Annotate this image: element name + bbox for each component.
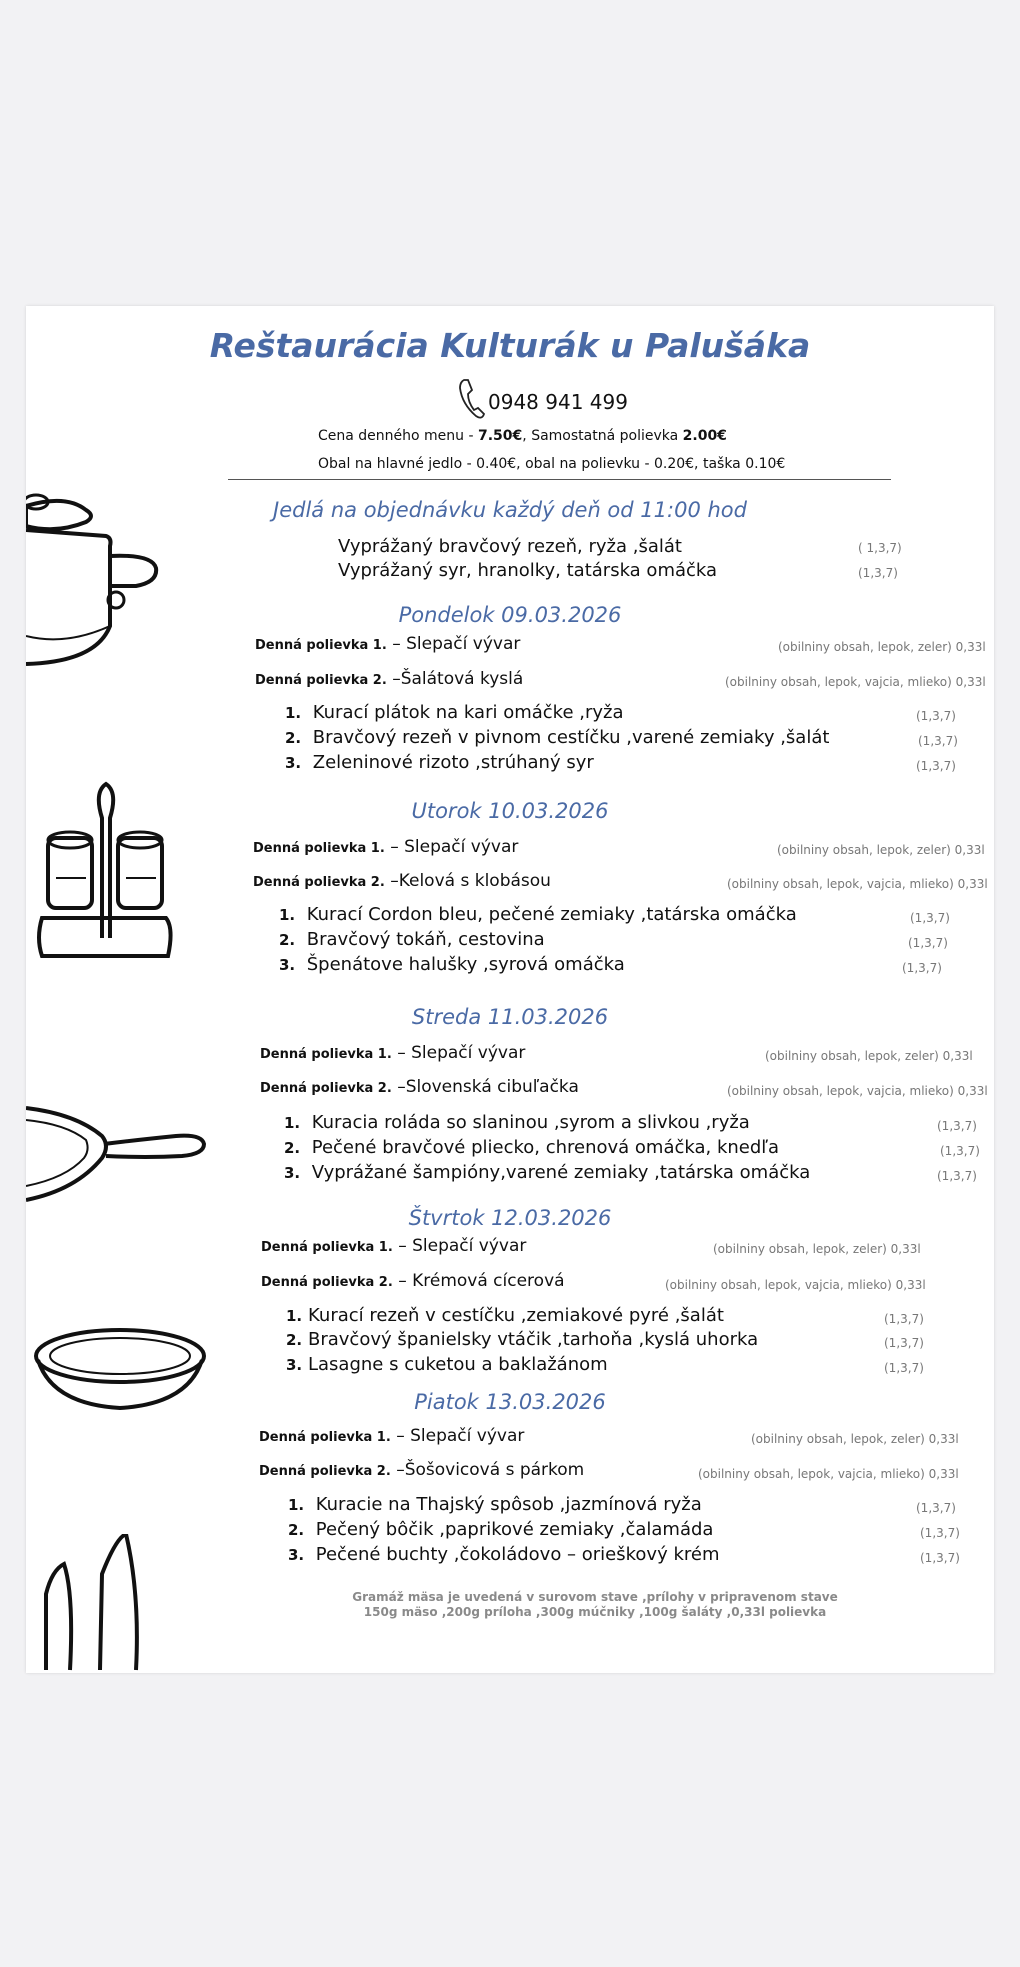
soup-1: Denná polievka 1. – Slepačí vývar [255, 634, 521, 654]
day-heading: Štvrtok 12.03.2026 [408, 1206, 612, 1230]
item-allergens: (1,3,7) [916, 759, 956, 773]
day-heading: Utorok 10.03.2026 [411, 799, 609, 823]
packaging-line: Obal na hlavné jedlo - 0.40€, obal na polievku - 0.20€, taška 0.10€ [318, 456, 786, 472]
soup-price: 2.00€ [682, 428, 727, 444]
item-allergens: (1,3,7) [940, 1144, 980, 1158]
on-order-allergens: (1,3,7) [858, 566, 898, 580]
price-line [318, 428, 727, 444]
soup-allergens: (obilniny obsah, lepok, zeler) 0,33l [751, 1432, 959, 1446]
item-allergens: (1,3,7) [910, 911, 950, 925]
menu-price: 7.50€ [478, 428, 523, 444]
menu-item: 2. Pečené bravčové pliecko, chrenová omáčka, knedľa [284, 1137, 780, 1158]
item-allergens: (1,3,7) [916, 1501, 956, 1515]
on-order-item: Vyprážaný bravčový rezeň, ryža ,šalát [338, 536, 682, 557]
phone-number: 0948 941 499 [488, 390, 628, 414]
restaurant-title: Reštaurácia Kulturák u Palušáka [209, 326, 811, 365]
on-order-allergens: ( 1,3,7) [858, 541, 902, 555]
soup-allergens: (obilniny obsah, lepok, vajcia, mlieko) 0,33l [727, 877, 988, 891]
price-prefix: Cena denného menu - [318, 428, 478, 444]
menu-item: 2. Bravčový tokáň, cestovina [279, 929, 545, 950]
menu-item: 3. Zeleninové rizoto ,strúhaný syr [285, 752, 594, 773]
frying-pan-illustration [26, 1100, 210, 1210]
day-heading: Pondelok 09.03.2026 [398, 603, 622, 627]
menu-item: 2. Bravčový rezeň v pivnom cestíčku ,varené zemiaky ,šalát [285, 727, 830, 748]
on-order-heading: Jedlá na objednávku každý deň od 11:00 hod [273, 498, 747, 522]
soup-1: Denná polievka 1. – Slepačí vývar [260, 1043, 526, 1063]
item-allergens: (1,3,7) [884, 1312, 924, 1326]
soup-allergens: (obilniny obsah, lepok, vajcia, mlieko) 0,33l [665, 1278, 926, 1292]
menu-item: 1. Kurací Cordon bleu, pečené zemiaky ,tatárska omáčka [279, 904, 797, 925]
soup-allergens: (obilniny obsah, lepok, vajcia, mlieko) 0,33l [725, 675, 986, 689]
item-allergens: (1,3,7) [937, 1119, 977, 1133]
menu-item: 2. Pečený bôčik ,paprikové zemiaky ,čalamáda [288, 1519, 714, 1540]
item-allergens: (1,3,7) [918, 734, 958, 748]
soup-1: Denná polievka 1. – Slepačí vývar [259, 1426, 525, 1446]
item-allergens: (1,3,7) [902, 961, 942, 975]
on-order-item: Vyprážaný syr, hranolky, tatárska omáčka [338, 560, 718, 581]
item-allergens: (1,3,7) [916, 709, 956, 723]
soup-allergens: (obilniny obsah, lepok, zeler) 0,33l [778, 640, 986, 654]
soup-allergens: (obilniny obsah, lepok, zeler) 0,33l [765, 1049, 973, 1063]
menu-item: 1. Kuracie na Thajský spôsob ,jazmínová ryža [288, 1494, 702, 1515]
menu-item: 1. Kurací rezeň v cestíčku ,zemiakové pyré ,šalát [286, 1305, 724, 1326]
day-heading: Piatok 13.03.2026 [414, 1390, 606, 1414]
item-allergens: (1,3,7) [920, 1526, 960, 1540]
soup-2: Denná polievka 2. –Kelová s klobásou [253, 871, 551, 891]
menu-item: 3. Lasagne s cuketou a baklažánom [286, 1354, 608, 1375]
soup-1: Denná polievka 1. – Slepačí vývar [253, 837, 519, 857]
menu-item: 1. Kuracia roláda so slaninou ,syrom a slivkou ,ryža [284, 1112, 750, 1133]
soup-1: Denná polievka 1. – Slepačí vývar [261, 1236, 527, 1256]
soup-2: Denná polievka 2. –Šalátová kyslá [255, 669, 524, 689]
price-mid: , Samostatná polievka [522, 428, 683, 444]
soup-allergens: (obilniny obsah, lepok, vajcia, mlieko) 0,33l [727, 1084, 988, 1098]
item-allergens: (1,3,7) [884, 1336, 924, 1350]
menu-item: 2. Bravčový španielsky vtáčik ,tarhoňa ,kyslá uhorka [286, 1329, 759, 1350]
phone-icon [458, 378, 486, 420]
day-heading: Streda 11.03.2026 [411, 1005, 609, 1029]
knives-illustration [40, 1534, 150, 1674]
footer-note-2: 150g mäso ,200g príloha ,300g múčniky ,100g šaláty ,0,33l polievka [363, 1605, 827, 1619]
soup-2: Denná polievka 2. –Slovenská cibuľačka [260, 1077, 579, 1097]
soup-allergens: (obilniny obsah, lepok, zeler) 0,33l [713, 1242, 921, 1256]
footer-note-1: Gramáž mäsa je uvedená v surovom stave ,prílohy v pripravenom stave [352, 1590, 838, 1604]
item-allergens: (1,3,7) [920, 1551, 960, 1565]
item-allergens: (1,3,7) [908, 936, 948, 950]
header-divider [228, 479, 891, 480]
menu-item: 3. Špenátove halušky ,syrová omáčka [279, 954, 625, 975]
item-allergens: (1,3,7) [937, 1169, 977, 1183]
menu-item: 3. Pečené buchty ,čokoládovo – orieškový krém [288, 1544, 720, 1565]
soup-2: Denná polievka 2. –Šošovicová s párkom [259, 1460, 585, 1480]
soup-allergens: (obilniny obsah, lepok, vajcia, mlieko) 0,33l [698, 1467, 959, 1481]
soup-allergens: (obilniny obsah, lepok, zeler) 0,33l [777, 843, 985, 857]
menu-item: 1. Kurací plátok na kari omáčke ,ryža [285, 702, 624, 723]
soup-2: Denná polievka 2. – Krémová cícerová [261, 1271, 565, 1291]
menu-item: 3. Vyprážané šampióny,varené zemiaky ,tatárska omáčka [284, 1162, 811, 1183]
item-allergens: (1,3,7) [884, 1361, 924, 1375]
